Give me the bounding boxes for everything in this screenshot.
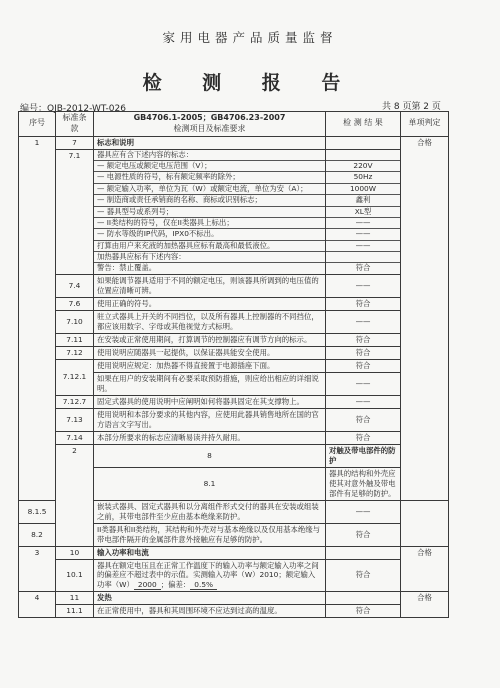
result-line: 符合 <box>355 263 371 273</box>
result-line: 50Hz <box>326 172 400 183</box>
item-cell: 在正常使用中，器具和其周围环境不应达到过高的温度。 <box>94 605 326 618</box>
table-row <box>19 346 449 359</box>
header-item <box>94 112 326 137</box>
item-cell: 使用说明应规定：加热器不得直接置于电源插座下面。 <box>94 359 326 372</box>
clause-cell: 7.14 <box>56 431 94 444</box>
header-seq: 序号 <box>19 112 56 137</box>
result-cell: —— <box>326 274 401 297</box>
inspection-table <box>18 111 449 618</box>
item-cell: 在安装或正常使用期间，打算调节的控制器应有调节方向的标示。 <box>94 333 326 346</box>
item-cell: 使用说明应随器具一起提供，以保证器具能安全使用。 <box>94 346 326 359</box>
page-info: 共 8 页第 2 页 <box>382 102 441 112</box>
clause-cell: 7.1 <box>56 149 94 274</box>
clause-cell: 10.1 <box>56 559 94 592</box>
verdict-cell: 合格 <box>401 592 449 618</box>
result-cell <box>326 149 401 274</box>
table-row <box>19 149 449 274</box>
clause-cell: 11 <box>56 592 94 605</box>
result-cell: 符合 <box>326 523 401 546</box>
deviation-value: 0.5% <box>190 580 217 590</box>
result-cell: 符合 <box>326 605 401 618</box>
result-line: 220V <box>326 161 400 172</box>
result-cell: 符合 <box>326 408 401 431</box>
result-line: —— <box>326 229 400 240</box>
result-line: 鑫利 <box>326 195 400 206</box>
result-cell: 符合 <box>326 431 401 444</box>
header-verdict: 单项判定 <box>401 112 449 137</box>
seq-cell: 3 <box>19 546 56 592</box>
section-title: 发热 <box>94 592 326 605</box>
verdict-cell: 合格 <box>401 546 449 592</box>
clause-cell: 7.4 <box>56 274 94 297</box>
item-line: — II类结构的符号，仅在II类器具上标出； <box>94 218 325 229</box>
table-row <box>19 559 449 592</box>
item-line: — 器具型号或系列号； <box>94 207 325 218</box>
table-row <box>19 395 449 408</box>
organization-name: 家用电器产品质量监督 <box>162 30 338 45</box>
verdict-cell: 合格 <box>401 136 449 500</box>
result-line: —— <box>326 241 400 252</box>
document-title: 检 测 报 告 <box>142 72 358 94</box>
table-row <box>19 274 449 297</box>
item-cell: 本部分所要求的标志应清晰易读并持久耐用。 <box>94 431 326 444</box>
result-cell: —— <box>326 372 401 395</box>
table-row <box>19 297 449 310</box>
clause-cell: 8.2 <box>19 523 56 546</box>
header-item-label: 检测项目及标准要求 <box>173 123 246 133</box>
result-cell: 符合 <box>326 559 401 592</box>
result-line: 1000W <box>326 184 400 195</box>
result-cell: 符合 <box>326 297 401 310</box>
clause-cell: 8 <box>94 444 326 467</box>
result-cell: —— <box>326 500 401 523</box>
report-number: 编号：QJB-2012-WT-026 <box>20 104 126 114</box>
header-result: 检 测 结 果 <box>326 112 401 137</box>
item-cell: 使用说明和本部分要求的其他内容，应使用此器具销售地所在国的官方语言文字写出。 <box>94 408 326 431</box>
section-title: 输入功率和电流 <box>94 546 326 559</box>
item-cell: 固定式器具的使用说明中应阐明如何将器具固定在其支撑物上。 <box>94 395 326 408</box>
item-line: 警告：禁止覆盖。 <box>97 263 157 273</box>
item-cell <box>94 149 326 274</box>
item-line: 加热器具应标有下述内容： <box>94 252 325 263</box>
result-cell: —— <box>326 310 401 333</box>
item-cell <box>94 559 326 592</box>
header-item-standards: GB4706.1-2005；GB4706.23-2007 <box>133 113 286 122</box>
table-row <box>19 333 449 346</box>
item-line: — 制造商或责任承销商的名称、商标或识别标志； <box>94 195 325 206</box>
power-requirement-text: 器具在额定电压且在正常工作温度下的输入功率与额定输入功率之间的偏差应不超过表中的示值。实测输入功率（W）2010；额定输入功率（W） <box>97 560 319 590</box>
clause-cell: 8.1.5 <box>19 500 56 523</box>
result-cell: 符合 <box>326 346 401 359</box>
item-cell: 器具的结构和外壳应使其对意外触及带电部件有足够的防护。 <box>326 467 401 500</box>
table-row <box>19 546 449 559</box>
item-cell: 如果能调节器具适用于不同的额定电压，则该器具所调到的电压值的位置应清晰可辨。 <box>94 274 326 297</box>
item-line: — 额定输入功率，单位为瓦（W）或额定电流，单位为安（A）； <box>94 184 325 195</box>
item-cell: 使用正确的符号。 <box>94 297 326 310</box>
header-std: 标准条款 <box>56 112 94 137</box>
table-row <box>19 359 449 372</box>
table-row <box>19 431 449 444</box>
result-cell <box>326 136 401 149</box>
table-header-row <box>19 112 449 137</box>
result-line <box>326 252 400 263</box>
clause-cell: 7.11 <box>56 333 94 346</box>
table-row <box>19 592 449 605</box>
result-cell: 符合 <box>326 359 401 372</box>
clause-cell: 10 <box>56 546 94 559</box>
clause-cell: 7 <box>56 136 94 149</box>
clause-cell: 7.13 <box>56 408 94 431</box>
clause-cell: 7.12.1 <box>56 359 94 395</box>
result-line: XL型 <box>326 207 400 218</box>
rated-power-value: 2000 <box>134 580 161 590</box>
clause-cell: 7.6 <box>56 297 94 310</box>
item-line: — 防水等级的IP代码，IPX0不标出。 <box>94 229 325 240</box>
deviation-label: ；偏差： <box>160 580 191 590</box>
seq-cell: 4 <box>19 592 56 618</box>
clause-cell: 7.10 <box>56 310 94 333</box>
seq-cell: 2 <box>56 444 94 546</box>
result-cell: —— <box>326 395 401 408</box>
clause-cell: 8.1 <box>94 467 326 500</box>
item-cell: II类器具和II类结构，其结构和外壳对与基本绝缘以及仅用基本绝缘与带电部件隔开的金属部件意外接触应有足够的防护。 <box>94 523 326 546</box>
clause-cell: 11.1 <box>56 605 94 618</box>
result-cell <box>326 546 401 559</box>
result-cell <box>326 592 401 605</box>
item-line: 器具应有含下述内容的标志： <box>94 150 325 161</box>
item-cell: 如果在用户的安装期间有必要采取预防措施，则应给出相应的详细说明。 <box>94 372 326 395</box>
item-cell: 嵌装式器具、固定式器具和以分离组件形式交付的器具在安装或组装之前，其带电部件至少应由基本绝缘来防护。 <box>94 500 326 523</box>
clause-cell: 7.12 <box>56 346 94 359</box>
clause-cell: 7.12.7 <box>56 395 94 408</box>
table-row <box>19 310 449 333</box>
item-line: 打算由用户来充液的加热器具应标有最高和最低液位。 <box>94 241 325 252</box>
section-title: 标志和说明 <box>94 136 326 149</box>
result-line: —— <box>326 218 400 229</box>
table-row <box>19 444 449 467</box>
item-cell: 驻立式器具上开关的不同挡位，以及所有器具上控制器的不同挡位，都应该用数字、字母或其他视觉方式标明。 <box>94 310 326 333</box>
table-row <box>19 408 449 431</box>
item-line: — 电源性质的符号，标有额定频率的除外； <box>94 172 325 183</box>
seq-cell: 1 <box>19 136 56 500</box>
table-row <box>19 136 449 149</box>
result-cell: 符合 <box>326 333 401 346</box>
table-row <box>19 605 449 618</box>
item-line: — 额定电压或额定电压范围（V）； <box>94 161 325 172</box>
section-title: 对触及带电部件的防护 <box>326 444 401 467</box>
result-line <box>326 150 400 161</box>
